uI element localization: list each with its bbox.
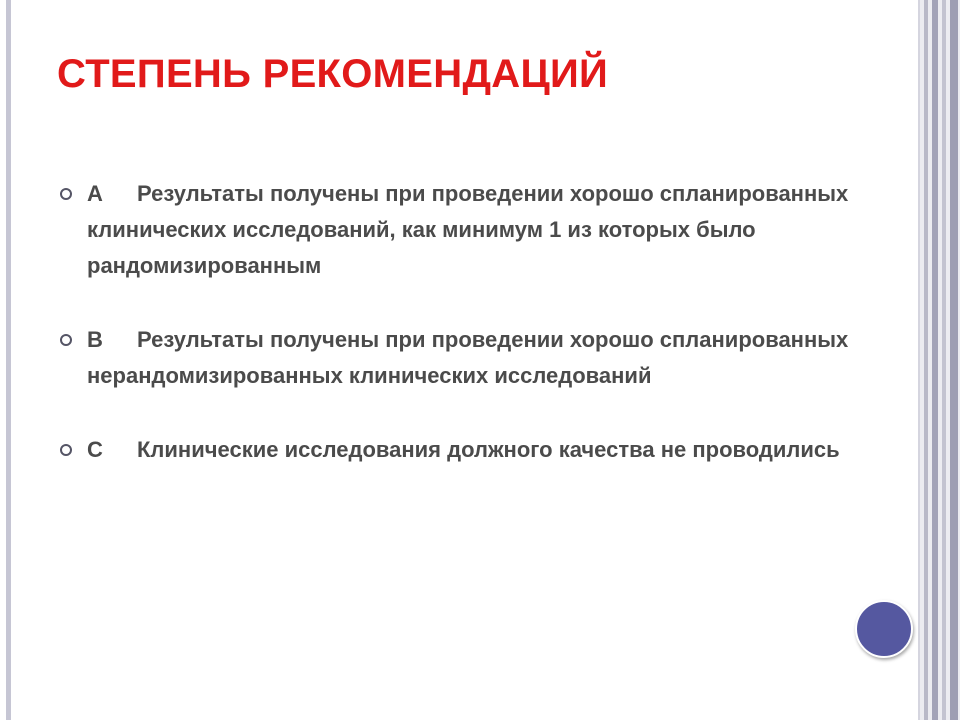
grade-label: C	[87, 437, 103, 462]
hollow-circle-bullet-icon	[60, 334, 72, 346]
stripe	[924, 0, 928, 720]
left-frame-border	[6, 0, 11, 720]
stripe	[942, 0, 946, 720]
bullet-item-c	[60, 432, 890, 468]
grade-label: A	[87, 181, 103, 206]
grade-description: Результаты получены при проведении хорошо спланированных клинических исследований, как минимум 1 из которых было рандомизированным	[87, 181, 849, 278]
grade-description: Клинические исследования должного качества не проводились	[137, 437, 840, 462]
bullet-list	[60, 176, 890, 506]
stripe	[932, 0, 938, 720]
bullet-item-a	[60, 176, 890, 284]
stripe	[950, 0, 958, 720]
slide-title: СТЕПЕНЬ РЕКОМЕНДАЦИЙ	[57, 52, 609, 96]
grade-label: B	[87, 327, 103, 352]
hollow-circle-bullet-icon	[60, 188, 72, 200]
hollow-circle-bullet-icon	[60, 444, 72, 456]
bullet-item-b	[60, 322, 890, 394]
grade-description: Результаты получены при проведении хорошо спланированных нерандомизированных клинических исследований	[87, 327, 849, 388]
decorative-circle	[855, 600, 913, 658]
decorative-stripes	[920, 0, 960, 720]
